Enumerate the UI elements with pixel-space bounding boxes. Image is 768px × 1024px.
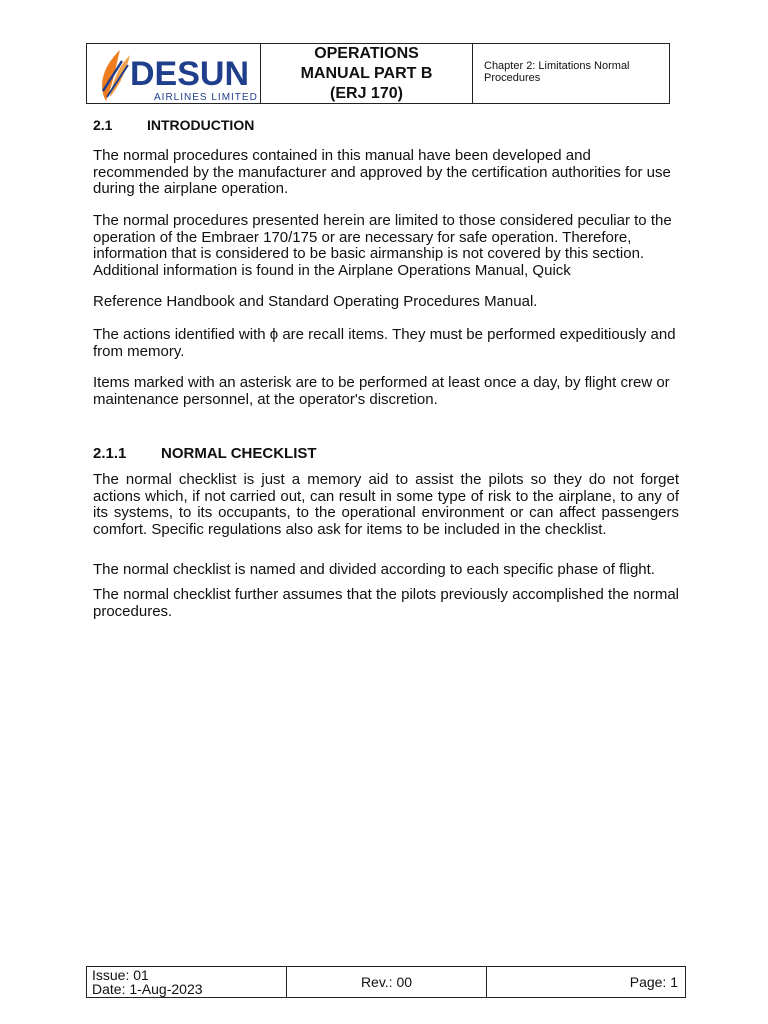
revision: Rev.: 00 (287, 967, 487, 997)
logo-cell (87, 44, 261, 103)
section-number: 2.1 (93, 117, 113, 133)
section-number: 2.1.1 (93, 445, 127, 462)
chapter-label: Chapter 2: Limitations Normal Procedures (484, 60, 630, 84)
paragraph: The normal checklist is just a memory aid to assist the pilots so they do not forget actions which, if not carried out, can result in some type of risk to the airplane, to any of its systems, to its occupants, to the operational environment or can affect passengers comfort. Specific regulations also ask for items to be included in the checklist. (93, 471, 679, 538)
page-number: Page: 1 (629, 974, 678, 990)
paragraph: The normal checklist is named and divided according to each specific phase of flight. (93, 561, 655, 578)
page-header (86, 43, 670, 104)
section-title: INTRODUCTION (147, 117, 255, 133)
logo-tagline: AIRLINES LIMITED (154, 92, 258, 103)
paragraph: The normal procedures presented herein are limited to those considered peculiar to the operation of the Embraer 170/175 or are necessary for safe operation. Therefore, information that is considered to be basic airmanship is not covered by this section. Additional information is found in the Airplane Operations Manual, Quick (93, 212, 672, 279)
paragraph: The normal checklist further assumes that the pilots previously accomplished the normal procedures. (93, 586, 679, 620)
section-title: NORMAL CHECKLIST (161, 445, 317, 462)
issue-date: Date: 1-Aug-2023 (92, 981, 203, 997)
issue-info (87, 967, 287, 997)
desun-logo (92, 47, 258, 103)
issue-number: Issue: 01 (92, 967, 149, 983)
paragraph: Reference Handbook and Standard Operating Procedures Manual. (93, 293, 538, 310)
paragraph: The actions identified with ϕ are recall items. They must be performed expeditiously and from memory. (93, 326, 676, 360)
title-line: (ERJ 170) (330, 84, 403, 102)
manual-title (261, 44, 473, 103)
section-heading-intro (93, 117, 254, 133)
section-heading-checklist (93, 445, 317, 462)
paragraph: The normal procedures contained in this manual have been developed and recommended by the manufacturer and approved by the certification authorities for use during the airplane operation. (93, 147, 671, 197)
feather-icon (102, 50, 130, 101)
page-footer (86, 966, 686, 998)
title-line: MANUAL PART B (300, 64, 433, 82)
paragraph: Items marked with an asterisk are to be performed at least once a day, by flight crew or maintenance personnel, at the operator's discretion. (93, 374, 670, 408)
title-line: OPERATIONS (314, 44, 419, 62)
logo-name: DESUN (130, 55, 250, 93)
